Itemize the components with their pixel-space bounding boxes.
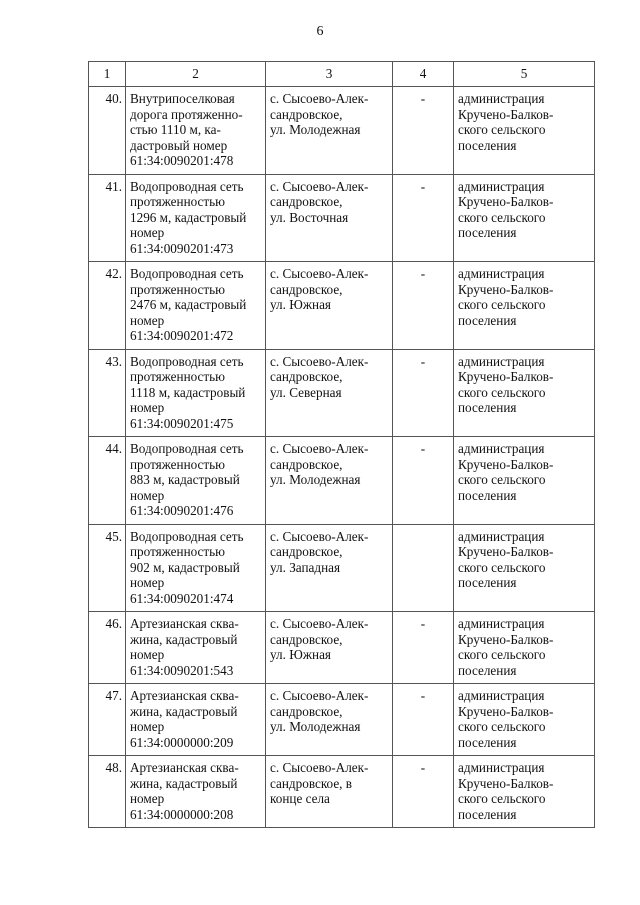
column-4-cell [393, 684, 454, 756]
table-row [89, 612, 595, 684]
row-number-cell-text: 40. [105, 91, 122, 106]
header-cell-5: 5 [454, 62, 595, 87]
location-cell-text: с. Сысоево-Алек- сандровское, ул. Южная [270, 616, 369, 662]
row-number-cell [89, 174, 126, 262]
object-description-cell-text: Артезианская сква- жина, кадастровый номер 61:34:0000000:208 [130, 760, 239, 822]
location-cell [266, 437, 393, 525]
owner-cell-text: администрация Кручено-Балков- ского сельского поселения [458, 178, 554, 240]
column-4-cell-text: - [420, 760, 426, 775]
owner-cell [454, 684, 595, 756]
location-cell [266, 262, 393, 350]
row-number-cell-text: 47. [105, 688, 122, 703]
location-cell [266, 524, 393, 612]
column-4-cell [393, 612, 454, 684]
column-4-cell-text: - [420, 178, 426, 194]
owner-cell-text: администрация Кручено-Балков- ского сельского поселения [458, 353, 554, 415]
owner-cell [454, 174, 595, 262]
table-row [89, 684, 595, 756]
object-description-cell [126, 262, 266, 350]
owner-cell [454, 437, 595, 525]
column-4-cell-text: - [420, 91, 426, 106]
row-number-cell [89, 684, 126, 756]
object-description-cell-text: Водопроводная сеть протяженностью 2476 м, кадастровый номер 61:34:0090201:472 [130, 266, 247, 343]
row-number-cell-text: 46. [105, 616, 122, 631]
row-number-cell-text: 43. [105, 353, 122, 369]
owner-cell [454, 349, 595, 437]
location-cell [266, 756, 393, 828]
object-description-cell [126, 684, 266, 756]
location-cell [266, 612, 393, 684]
row-number-cell-text: 41. [105, 178, 122, 194]
location-cell [266, 87, 393, 175]
row-number-cell-text: 42. [105, 266, 122, 281]
object-description-cell-text: Внутрипоселковая дорога протяженно- стью 1110 м, ка- дастровый номер 61:34:0090201:478 [130, 91, 243, 168]
column-4-cell [393, 437, 454, 525]
table-row [89, 349, 595, 437]
location-cell-text: с. Сысоево-Алек- сандровское, ул. Молодежная [270, 688, 369, 734]
owner-cell-text: администрация Кручено-Балков- ского сельского поселения [458, 688, 554, 750]
header-cell-2: 2 [126, 62, 266, 87]
page-number: 6 [316, 24, 324, 39]
owner-cell [454, 756, 595, 828]
object-description-cell [126, 612, 266, 684]
column-4-cell [393, 349, 454, 437]
object-description-cell [126, 87, 266, 175]
column-4-cell [393, 756, 454, 828]
owner-cell-text: администрация Кручено-Балков- ского сельского поселения [458, 528, 554, 590]
location-cell-text: с. Сысоево-Алек- сандровское, ул. Западная [270, 528, 369, 575]
column-4-cell-text: - [420, 688, 426, 703]
property-table [88, 61, 595, 828]
owner-cell-text: администрация Кручено-Балков- ского сельского поселения [458, 441, 554, 503]
object-description-cell [126, 524, 266, 612]
owner-cell [454, 262, 595, 350]
location-cell-text: с. Сысоево-Алек- сандровское, ул. Молодежная [270, 441, 369, 487]
object-description-cell-text: Водопроводная сеть протяженностью 883 м, кадастровый номер 61:34:0090201:476 [130, 441, 244, 518]
location-cell [266, 174, 393, 262]
table-row [89, 437, 595, 525]
column-4-cell-text: - [420, 616, 426, 631]
table-row [89, 756, 595, 828]
owner-cell [454, 612, 595, 684]
row-number-cell [89, 524, 126, 612]
row-number-cell [89, 262, 126, 350]
owner-cell-text: администрация Кручено-Балков- ского сельского поселения [458, 266, 554, 328]
object-description-cell [126, 756, 266, 828]
table-row [89, 87, 595, 175]
row-number-cell-text: 48. [105, 760, 122, 775]
table-header-row [89, 62, 595, 87]
row-number-cell [89, 437, 126, 525]
object-description-cell-text: Артезианская сква- жина, кадастровый номер 61:34:0090201:543 [130, 616, 239, 678]
row-number-cell [89, 349, 126, 437]
column-4-cell [393, 262, 454, 350]
location-cell [266, 349, 393, 437]
location-cell-text: с. Сысоево-Алек- сандровское, в конце села [270, 760, 369, 806]
row-number-cell-text: 44. [105, 441, 122, 456]
owner-cell [454, 524, 595, 612]
column-4-cell [393, 87, 454, 175]
column-4-cell-text: - [420, 266, 426, 281]
owner-cell-text: администрация Кручено-Балков- ского сельского поселения [458, 616, 554, 678]
object-description-cell-text: Водопроводная сеть протяженностью 1118 м, кадастровый номер 61:34:0090201:475 [130, 353, 246, 431]
owner-cell [454, 87, 595, 175]
owner-cell-text: администрация Кручено-Балков- ского сельского поселения [458, 760, 554, 822]
owner-cell-text: администрация Кручено-Балков- ского сельского поселения [458, 91, 554, 153]
location-cell-text: с. Сысоево-Алек- сандровское, ул. Восточная [270, 178, 369, 225]
object-description-cell-text: Водопроводная сеть протяженностью 1296 м, кадастровый номер 61:34:0090201:473 [130, 178, 247, 256]
header-cell-3: 3 [266, 62, 393, 87]
row-number-cell [89, 756, 126, 828]
object-description-cell-text: Артезианская сква- жина, кадастровый номер 61:34:0000000:209 [130, 688, 239, 750]
row-number-cell [89, 87, 126, 175]
column-4-cell [393, 524, 454, 612]
object-description-cell [126, 349, 266, 437]
location-cell-text: с. Сысоево-Алек- сандровское, ул. Молодежная [270, 91, 369, 137]
header-cell-4: 4 [393, 62, 454, 87]
column-4-cell-text: - [420, 353, 426, 369]
location-cell-text: с. Сысоево-Алек- сандровское, ул. Южная [270, 266, 369, 312]
object-description-cell [126, 174, 266, 262]
column-4-cell [393, 174, 454, 262]
row-number-cell [89, 612, 126, 684]
object-description-cell [126, 437, 266, 525]
header-cell-1: 1 [89, 62, 126, 87]
object-description-cell-text: Водопроводная сеть протяженностью 902 м, кадастровый номер 61:34:0090201:474 [130, 528, 244, 606]
location-cell [266, 684, 393, 756]
row-number-cell-text: 45. [105, 528, 122, 544]
table-row [89, 524, 595, 612]
table-row [89, 262, 595, 350]
column-4-cell-text: - [420, 441, 426, 456]
location-cell-text: с. Сысоево-Алек- сандровское, ул. Северная [270, 353, 369, 400]
table-row [89, 174, 595, 262]
